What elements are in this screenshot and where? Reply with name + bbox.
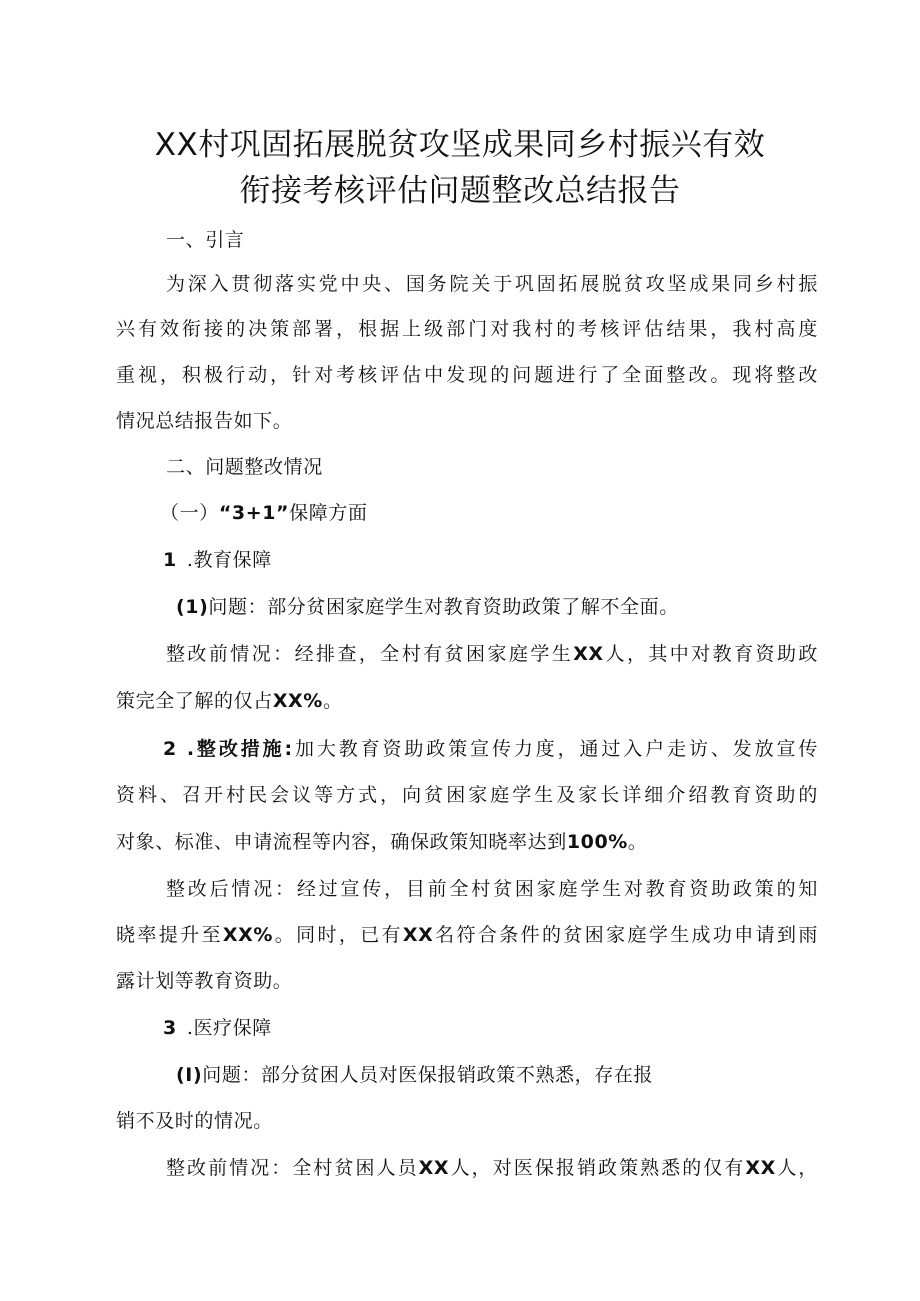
item-2-after-line-2 (116, 922, 818, 948)
subsection-1-heading (160, 500, 368, 526)
item-1-before2-text-a: 策完全了解的仅占 (116, 690, 273, 712)
item-1-before-text-a: 整改前情况：经排查，全村有贫困家庭学生 (166, 643, 574, 665)
item-1-before-line-2 (116, 688, 343, 714)
item-3-problem (176, 1062, 653, 1088)
item-3-before-line-1 (166, 1155, 818, 1181)
item-2-line-3 (116, 829, 648, 855)
intro-line-4: 情况总结报告如下。 (116, 410, 293, 432)
item-3-heading (163, 1015, 272, 1041)
item-1-problem-text: 问题：部分贫困家庭学生对教育资助政策了解不全面。 (208, 596, 679, 618)
intro-line-1: 为深入贯彻落实党中央、国务院关于巩固拓展脱贫攻坚成果同乡村振 (166, 273, 818, 295)
item-2-line-1-text: 加大教育资助政策宣传力度，通过入户走访、发放宣传 (292, 738, 818, 760)
item-3-problem-continuation: 销不及时的情况。 (116, 1110, 273, 1132)
item-3-before-text-e: 人， (775, 1157, 819, 1179)
intro-line-3: 重视，积极行动，针对考核评估中发现的问题进行了全面整改。现将整改 (116, 364, 818, 386)
subsection-1-suffix: 保障方面 (289, 502, 368, 524)
item-2-number: 2 (163, 738, 177, 760)
item-3-before-count: XX (418, 1157, 450, 1179)
intro-line-2: 兴有效衔接的决策部署，根据上级部门对我村的考核评估结果，我村高度 (116, 318, 818, 340)
item-2-line-1 (163, 736, 818, 762)
subsection-1-prefix: （一） (160, 502, 219, 524)
item-1-title: .教育保障 (186, 549, 272, 571)
item-2-after2-text-c: 。同时，已有 (272, 924, 403, 946)
item-1-before-line-1 (166, 641, 818, 667)
item-3-problem-text: 问题：部分贫困人员对医保报销政策不熟悉，存在报 (202, 1064, 654, 1086)
section-2-heading: 二、问题整改情况 (166, 456, 323, 478)
item-3-problem-number: (I) (176, 1064, 203, 1086)
item-2-title: .整改措施: (186, 738, 293, 760)
item-1-before2-percent: XX% (272, 690, 323, 712)
item-1-problem-number: (1) (176, 596, 209, 618)
item-3-before-text-a: 整改前情况：全村贫困人员 (166, 1157, 419, 1179)
item-1-number: 1 (163, 549, 177, 571)
item-3-number: 3 (163, 1017, 177, 1039)
item-1-heading (163, 547, 272, 573)
item-3-title: .医疗保障 (186, 1017, 272, 1039)
document-title-line-2: 衔接考核评估问题整改总结报告 (239, 173, 681, 209)
item-2-after2-count: XX (402, 924, 434, 946)
item-2-after2-percent: XX% (222, 924, 273, 946)
item-2-line-3-percent: 100% (566, 831, 628, 853)
subsection-1-label: “3+1” (218, 502, 290, 524)
item-1-problem (176, 594, 679, 620)
item-3-before-text-c: 人，对医保报销政策熟悉的仅有 (449, 1157, 746, 1179)
item-3-before-count-2: XX (745, 1157, 776, 1179)
item-1-before2-text-c: 。 (322, 690, 343, 712)
document-title-line-1: XX村巩固拓展脱贫攻坚成果同乡村振兴有效 (154, 127, 766, 163)
item-1-before-text-c: 人，其中对教育资助政 (603, 643, 818, 665)
item-2-after2-text-e: 名符合条件的贫困家庭学生成功申请到雨 (433, 924, 818, 946)
item-2-line-3-text-a: 对象、标准、申请流程等内容，确保政策知晓率达到 (116, 831, 567, 853)
item-2-line-3-text-c: 。 (627, 831, 648, 853)
item-2-line-2: 资料、召开村民会议等方式，向贫困家庭学生及家长详细介绍教育资助的 (116, 784, 818, 806)
item-2-after-line-1: 整改后情况：经过宣传，目前全村贫困家庭学生对教育资助政策的知 (166, 878, 818, 900)
item-2-after-line-3: 露计划等教育资助。 (116, 970, 293, 992)
section-1-heading: 一、引言 (166, 229, 245, 251)
item-2-after2-text-a: 晓率提升至 (116, 924, 223, 946)
item-1-before-count: XX (573, 643, 604, 665)
